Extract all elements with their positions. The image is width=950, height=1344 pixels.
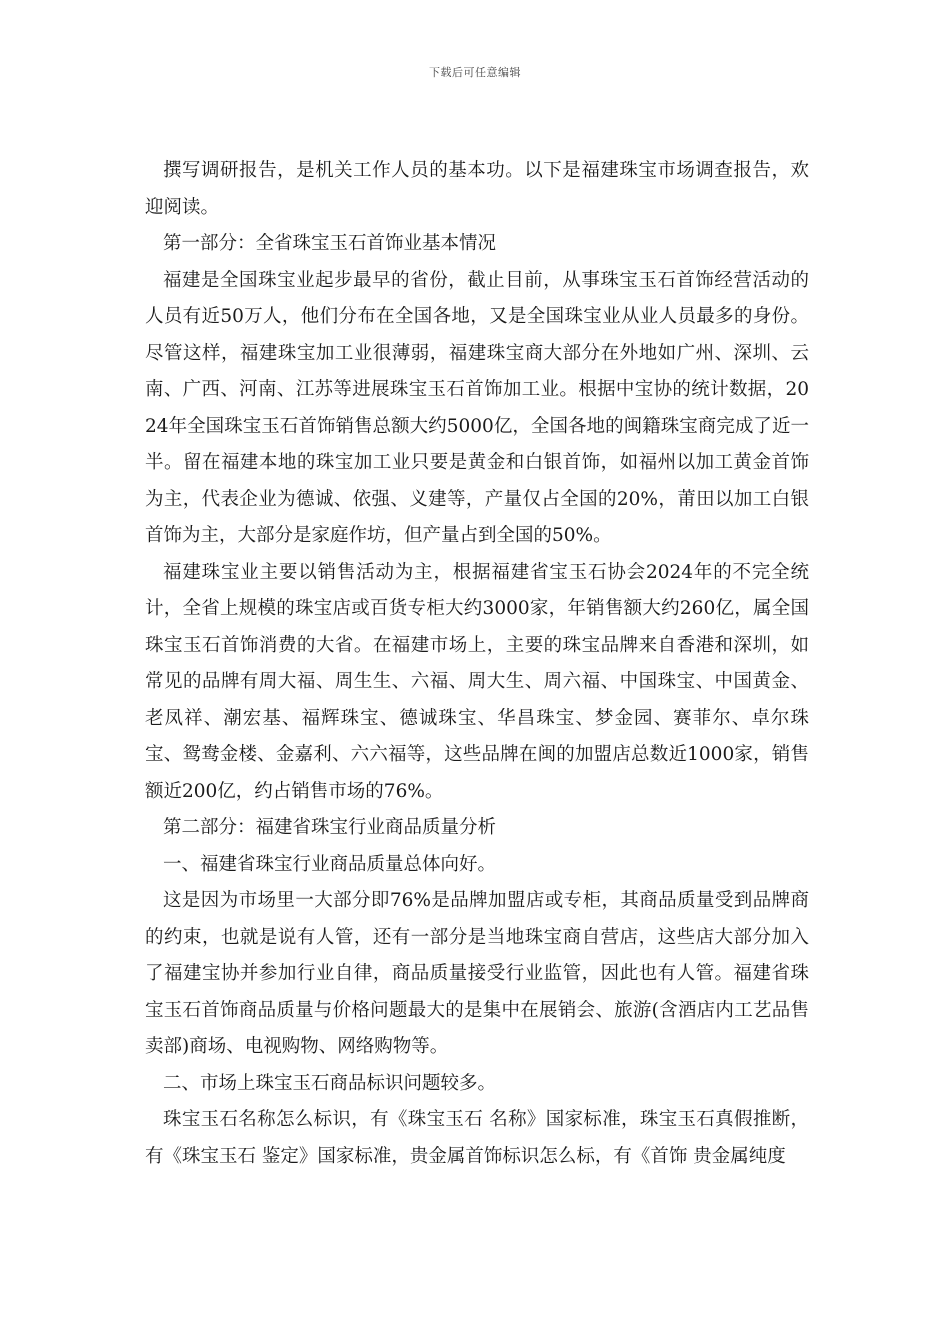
subsection-heading-two: 二、市场上珠宝玉石商品标识问题较多。 xyxy=(163,1072,497,1094)
body-paragraph: 珠宝玉石名称怎么标识，有《珠宝玉石 名称》国家标准，珠宝玉石真假推断，有《珠宝玉石 鉴定》国家标准，贵金属首饰标识怎么标，有《首饰 贵金属纯度 xyxy=(145,1109,809,1167)
body-paragraph: 这是因为市场里一大部分即76%是品牌加盟店或专柜，其商品质量受到品牌商的约束，也就是说有人管，还有一部分是当地珠宝商自营店，这些店大部分加入了福建宝协并参加行业自律，商品质量接受行业监管，因此也有人管。福建省珠宝玉石首饰商品质量与价格问题最大的是集中在展销会、旅游(含酒店内工艺品售卖部)商场、电视购物、网络购物等。 xyxy=(145,890,809,1057)
body-paragraph: 福建珠宝业主要以销售活动为主，根据福建省宝玉石协会2024年的不完全统计，全省上规模的珠宝店或百货专柜大约3000家，年销售额大约260亿，属全国珠宝玉石首饰消费的大省。在福建市场上，主要的珠宝品牌来自香港和深圳，如常见的品牌有周大福、周生生、六福、周大生、周六福、中国珠宝、中国黄金、老凤祥、潮宏基、福辉珠宝、德诚珠宝、华昌珠宝、梦金园、赛菲尔、卓尔珠宝、鸳鸯金楼、金嘉利、六六福等，这些品牌在闽的加盟店总数近1000家，销售额近200亿，约占销售市场的76%。 xyxy=(145,561,809,802)
subsection-heading-one: 一、福建省珠宝行业商品质量总体向好。 xyxy=(163,853,497,875)
section-heading-part-two: 第二部分：福建省珠宝行业商品质量分析 xyxy=(163,817,497,838)
document-body xyxy=(145,153,809,1175)
intro-paragraph: 撰写调研报告，是机关工作人员的基本功。以下是福建珠宝市场调查报告，欢迎阅读。 xyxy=(145,160,809,218)
page-header: 下载后可任意编辑 xyxy=(429,66,521,79)
section-heading-part-one: 第一部分：全省珠宝玉石首饰业基本情况 xyxy=(163,233,497,254)
body-paragraph: 福建是全国珠宝业起步最早的省份，截止目前，从事珠宝玉石首饰经营活动的人员有近50万人，他们分布在全国各地，又是全国珠宝业从业人员最多的身份。尽管这样，福建珠宝加工业很薄弱，福建珠宝商大部分在外地如广州、深圳、云南、广西、河南、江苏等进展珠宝玉石首饰加工业。根据中宝协的统计数据，2024年全国珠宝玉石首饰销售总额大约5000亿，全国各地的闽籍珠宝商完成了近一半。留在福建本地的珠宝加工业只要是黄金和白银首饰，如福州以加工黄金首饰为主，代表企业为德诚、依强、义建等，产量仅占全国的20%，莆田以加工白银首饰为主，大部分是家庭作坊，但产量占到全国的50%。 xyxy=(145,269,809,546)
